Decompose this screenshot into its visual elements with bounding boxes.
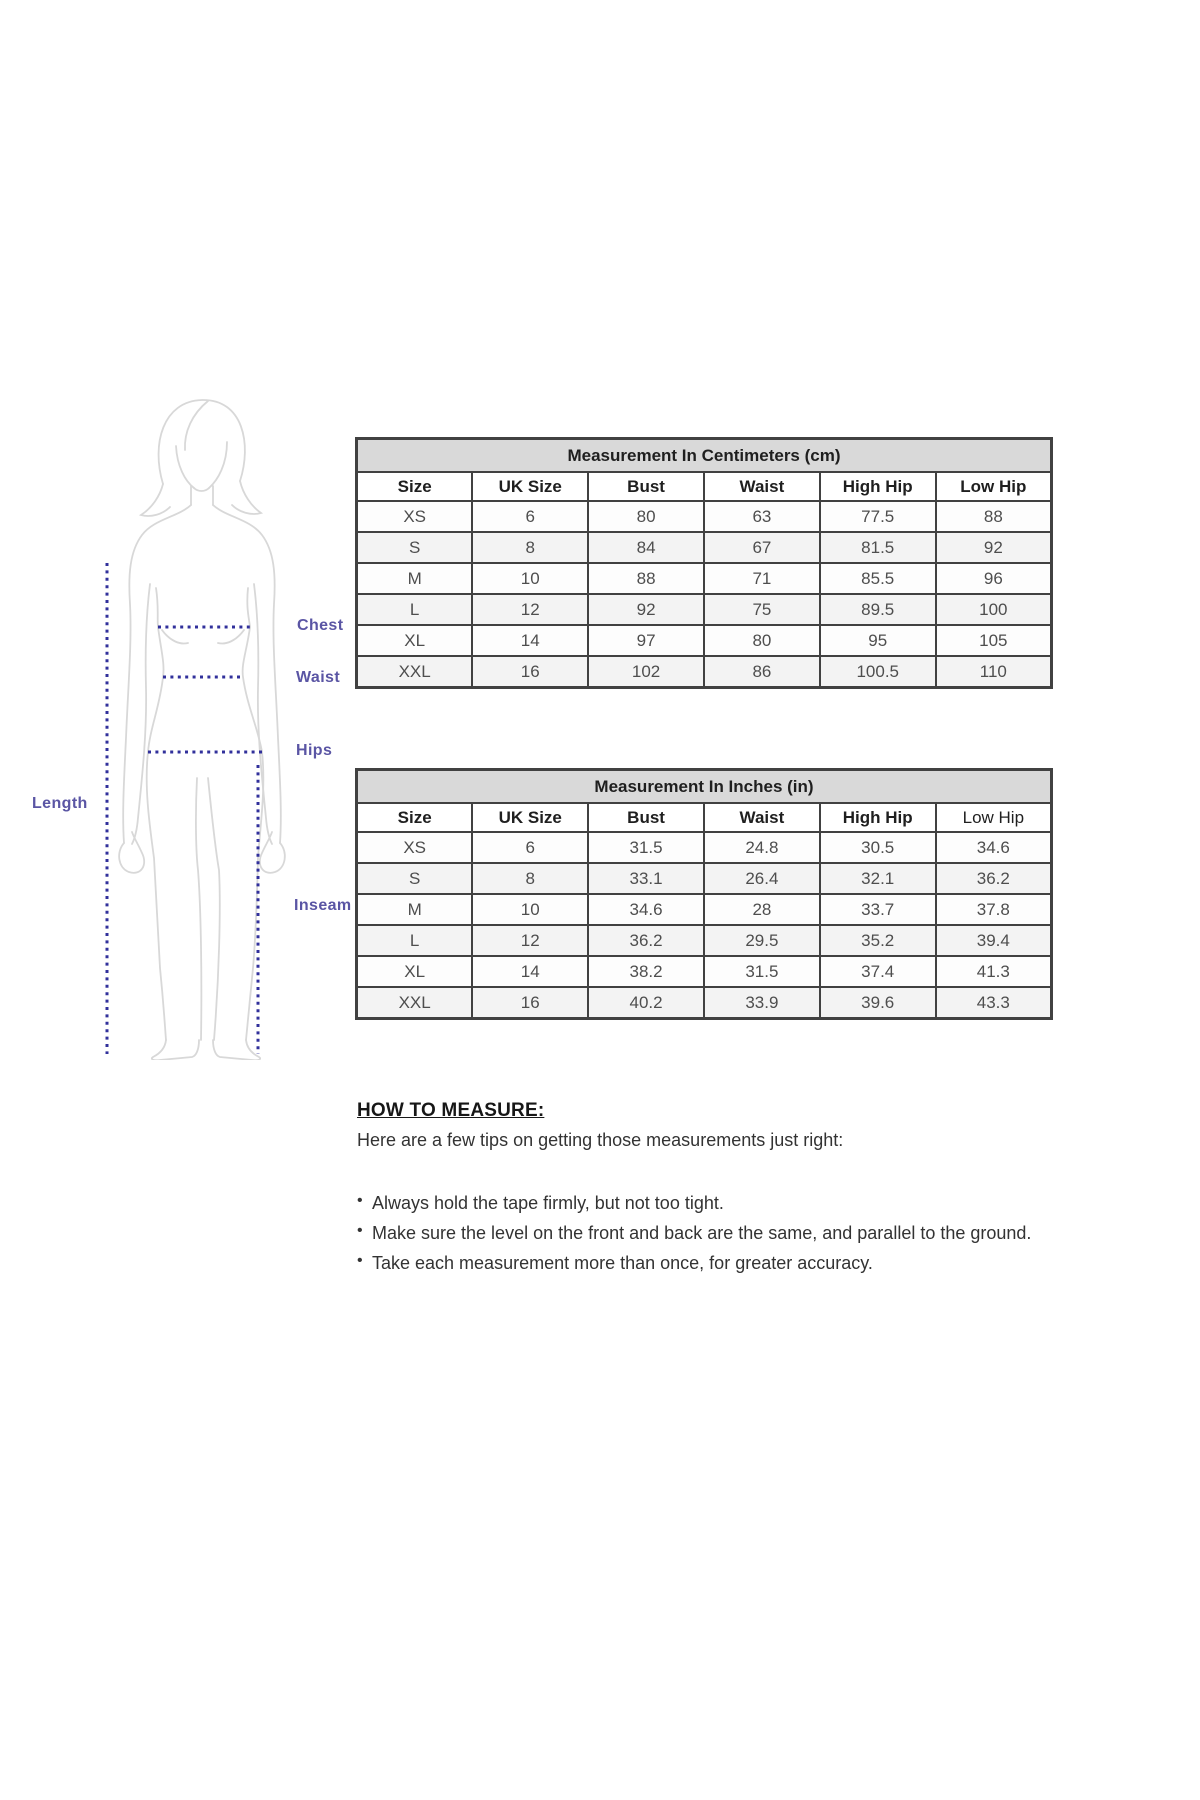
table-title: Measurement In Inches (in) [357, 770, 1052, 804]
table-cell: 84 [588, 532, 704, 563]
table-header-row [357, 803, 1052, 832]
table-cell: 96 [936, 563, 1052, 594]
table-row [357, 894, 1052, 925]
table-cell: 34.6 [936, 832, 1052, 863]
table-row [357, 625, 1052, 656]
table-cell: 38.2 [588, 956, 704, 987]
table-cell: 75 [704, 594, 820, 625]
table-cell: 30.5 [820, 832, 936, 863]
table-cell: 97 [588, 625, 704, 656]
column-header: Waist [704, 472, 820, 501]
table-cell: 31.5 [588, 832, 704, 863]
table-cell: 33.7 [820, 894, 936, 925]
table-row [357, 832, 1052, 863]
table-cell: 36.2 [936, 863, 1052, 894]
measure-tip: • Take each measurement more than once, for greater accuracy. [357, 1253, 1057, 1274]
table-cell: 41.3 [936, 956, 1052, 987]
table-cell: 26.4 [704, 863, 820, 894]
table-cell: XXL [357, 987, 473, 1019]
table-cell: 80 [588, 501, 704, 532]
table-cell: S [357, 863, 473, 894]
table-cell: 33.1 [588, 863, 704, 894]
table-cell: L [357, 925, 473, 956]
table-cell: 102 [588, 656, 704, 688]
table-cell: 40.2 [588, 987, 704, 1019]
table-cell: 14 [472, 625, 588, 656]
table-cell: 32.1 [820, 863, 936, 894]
column-header: Low Hip [936, 803, 1052, 832]
table-cell: 8 [472, 532, 588, 563]
table-cell: L [357, 594, 473, 625]
table-cell: XS [357, 501, 473, 532]
table-row [357, 863, 1052, 894]
column-header: Waist [704, 803, 820, 832]
hips-label: Hips [296, 742, 333, 759]
table-cell: 100.5 [820, 656, 936, 688]
length-label: Length [32, 795, 88, 812]
table-cell: 35.2 [820, 925, 936, 956]
measure-tips-list [357, 1193, 1057, 1274]
table-cell: M [357, 894, 473, 925]
column-header: High Hip [820, 803, 936, 832]
column-header: UK Size [472, 472, 588, 501]
table-row [357, 956, 1052, 987]
table-cell: 86 [704, 656, 820, 688]
how-to-measure-heading: HOW TO MEASURE: [357, 1100, 545, 1121]
table-row [357, 563, 1052, 594]
table-cell: 88 [588, 563, 704, 594]
table-cell: 34.6 [588, 894, 704, 925]
table-row [357, 532, 1052, 563]
table-cell: 110 [936, 656, 1052, 688]
table-cell: 6 [472, 832, 588, 863]
table-header-row [357, 472, 1052, 501]
table-cell: 67 [704, 532, 820, 563]
table-cell: 10 [472, 894, 588, 925]
table-cell: 89.5 [820, 594, 936, 625]
inseam-label: Inseam [294, 897, 352, 914]
table-cell: 37.8 [936, 894, 1052, 925]
table-title: Measurement In Centimeters (cm) [357, 439, 1052, 473]
table-cell: 81.5 [820, 532, 936, 563]
table-cell: 105 [936, 625, 1052, 656]
table-cell: 36.2 [588, 925, 704, 956]
column-header: Size [357, 803, 473, 832]
column-header: UK Size [472, 803, 588, 832]
table-cell: 12 [472, 594, 588, 625]
table-cell: 63 [704, 501, 820, 532]
column-header: Bust [588, 472, 704, 501]
measure-tip: • Make sure the level on the front and back are the same, and parallel to the ground. [357, 1223, 1057, 1244]
table-cell: 92 [936, 532, 1052, 563]
table-cell: XXL [357, 656, 473, 688]
how-to-measure-section [357, 1100, 1057, 1283]
table-cell: 10 [472, 563, 588, 594]
table-cell: 24.8 [704, 832, 820, 863]
column-header: Size [357, 472, 473, 501]
table-cell: 92 [588, 594, 704, 625]
table-row [357, 501, 1052, 532]
table-cell: 16 [472, 987, 588, 1019]
table-cell: 80 [704, 625, 820, 656]
table-cell: M [357, 563, 473, 594]
table-cell: S [357, 532, 473, 563]
measure-tip: • Always hold the tape firmly, but not too tight. [357, 1193, 1057, 1214]
woman-outline [119, 400, 285, 1060]
column-header: Bust [588, 803, 704, 832]
table-row [357, 987, 1052, 1019]
column-header: High Hip [820, 472, 936, 501]
centimeters-table [355, 437, 1053, 689]
table-row [357, 656, 1052, 688]
table-cell: 37.4 [820, 956, 936, 987]
table-cell: 39.4 [936, 925, 1052, 956]
table-cell: 77.5 [820, 501, 936, 532]
table-cell: 33.9 [704, 987, 820, 1019]
table-cell: 88 [936, 501, 1052, 532]
inches-table [355, 768, 1053, 1020]
table-cell: XL [357, 956, 473, 987]
table-cell: 12 [472, 925, 588, 956]
table-cell: 31.5 [704, 956, 820, 987]
table-cell: 43.3 [936, 987, 1052, 1019]
table-row [357, 925, 1052, 956]
woman-outline-illustration [80, 388, 320, 1060]
table-cell: 6 [472, 501, 588, 532]
table-cell: XL [357, 625, 473, 656]
table-cell: 85.5 [820, 563, 936, 594]
chest-label: Chest [297, 617, 344, 634]
table-cell: 16 [472, 656, 588, 688]
table-cell: 14 [472, 956, 588, 987]
waist-label: Waist [296, 669, 341, 686]
table-cell: 71 [704, 563, 820, 594]
how-to-measure-intro: Here are a few tips on getting those measurements just right: [357, 1130, 844, 1150]
table-cell: XS [357, 832, 473, 863]
table-cell: 29.5 [704, 925, 820, 956]
column-header: Low Hip [936, 472, 1052, 501]
table-cell: 28 [704, 894, 820, 925]
table-cell: 39.6 [820, 987, 936, 1019]
table-cell: 8 [472, 863, 588, 894]
table-row [357, 594, 1052, 625]
table-cell: 95 [820, 625, 936, 656]
table-cell: 100 [936, 594, 1052, 625]
